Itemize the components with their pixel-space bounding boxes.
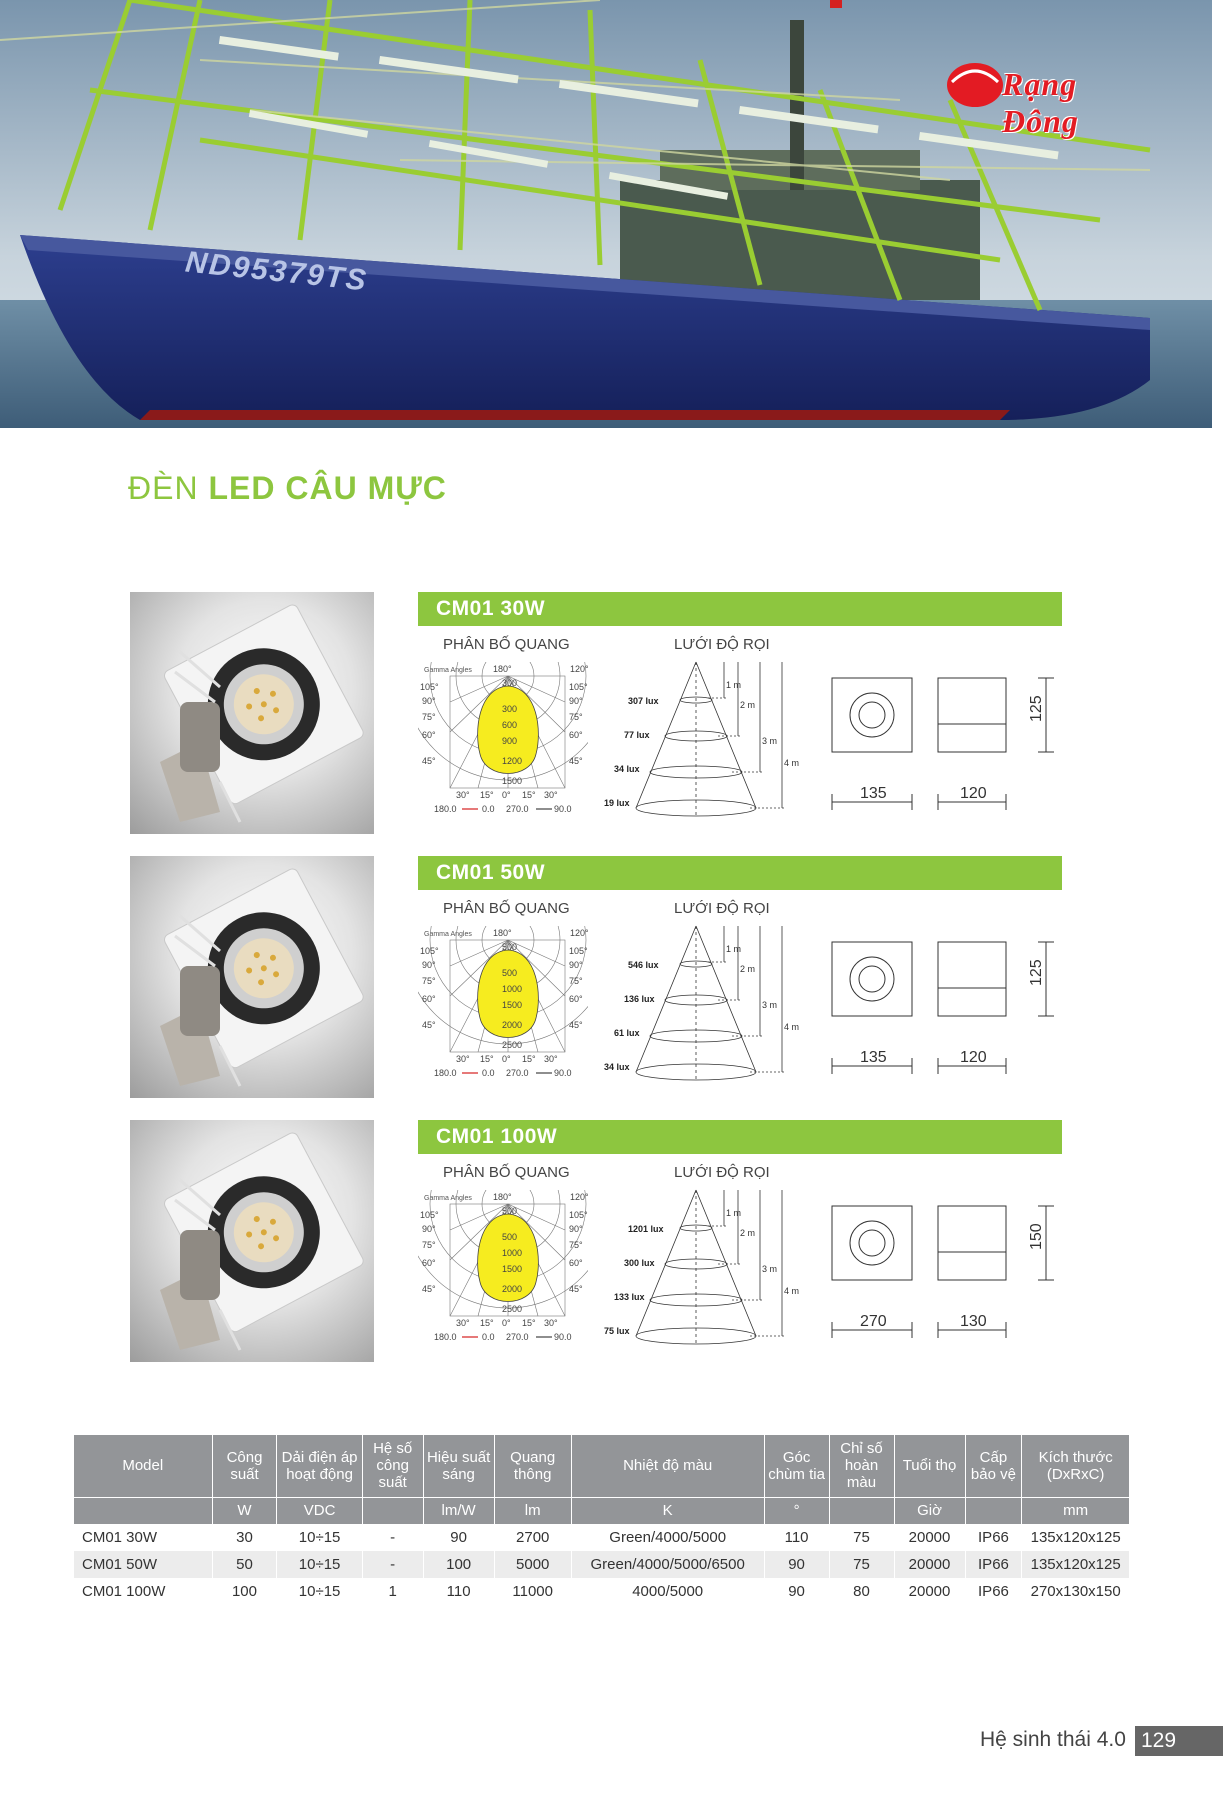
dim-h: 125 [1028,695,1045,722]
cell: 100 [212,1578,277,1605]
legend-d: 90.0 [554,804,572,814]
polar-val-2: 1000 [502,1248,523,1258]
polar-val-5: 1500 [502,776,523,786]
cell: 270x130x150 [1022,1578,1130,1605]
dimension-wrap [830,1202,1062,1342]
lux-4: 19 lux [604,798,630,808]
legend-a: 180.0 [434,1332,457,1342]
legend-c: 270.0 [506,1332,529,1342]
lux-4: 34 lux [604,1062,630,1072]
polar-bottom-2: 0° [502,1318,511,1328]
cell: - [362,1551,423,1578]
illuminance-cone [600,922,800,1086]
polar-bottom-1: 15° [480,790,494,800]
gamma-label: Gamma Angles [424,667,472,674]
unit-cell: lm [494,1497,571,1524]
dimension-wrap [830,938,1062,1078]
cell: 5000 [494,1551,571,1578]
dist-3: 3 m [762,736,778,746]
cell: 75 [829,1551,894,1578]
polar-right-4: 45° [569,1284,583,1294]
dim-h: 125 [1028,959,1045,986]
legend-d: 90.0 [554,1068,572,1078]
cell: 110 [764,1524,829,1551]
dim-a: 270 [860,1313,887,1330]
lux-2: 77 lux [624,730,650,740]
cell: IP66 [965,1578,1022,1605]
cell: 135x120x125 [1022,1524,1130,1551]
polar-left-4: 45° [422,756,436,766]
th-pf: Hệ số công suất [362,1435,423,1497]
illuminance-cone [600,658,800,822]
cell: 20000 [894,1578,965,1605]
table-row [74,1578,1130,1605]
polar-chart-wrap [418,926,588,1081]
cell: 90 [423,1524,494,1551]
dist-4: 4 m [784,758,800,768]
cell: 80 [829,1578,894,1605]
legend-b: 0.0 [482,1332,495,1342]
lamp-photo-drawing [130,1120,374,1362]
lux-2: 136 lux [624,994,655,1004]
brand-name: Rạng Đông [1002,66,1079,139]
hero-photo [0,0,1212,428]
cell: 10÷15 [277,1551,362,1578]
cell: 135x120x125 [1022,1551,1130,1578]
polar-val-4: 2000 [502,1020,523,1030]
polar-right-4: 45° [569,756,583,766]
cell: 90 [764,1551,829,1578]
lux-1: 307 lux [628,696,659,706]
lux-1: 546 lux [628,960,659,970]
product-name: CM01 30W [436,597,546,620]
polar-bottom-0: 30° [456,1054,470,1064]
cell: Green/4000/5000 [571,1524,764,1551]
polar-right-2: 75° [569,712,583,722]
th-beam: Góc chùm tia [764,1435,829,1497]
polar-right-3: 60° [569,730,583,740]
polar-chart-wrap [418,662,588,817]
lux-3: 61 lux [614,1028,640,1038]
polar-val-1: 500 [502,968,518,978]
illuminance-label: LƯỚI ĐỘ RỌI [674,1164,770,1181]
polar-tr: 120° [570,664,588,674]
polar-bottom-2: 0° [502,790,511,800]
dist-1: 1 m [726,1208,742,1218]
polar-bottom-0: 30° [456,1318,470,1328]
cell: 100 [423,1551,494,1578]
polar-right-0: 105° [569,1210,588,1220]
dim-a: 135 [860,785,887,802]
product-name: CM01 50W [436,861,546,884]
polar-bottom-4: 30° [544,1054,558,1064]
product-header-bar [418,592,1062,626]
dimension-drawing [830,938,1062,1078]
product-card [130,1120,1062,1366]
lux-4: 75 lux [604,1326,630,1336]
cell: 10÷15 [277,1524,362,1551]
th-ip: Cấp bảo vệ [965,1435,1022,1497]
cell: 50 [212,1551,277,1578]
th-voltage: Dải điện áp hoạt động [277,1435,362,1497]
dist-4: 4 m [784,1022,800,1032]
dim-b: 130 [960,1313,987,1330]
th-size: Kích thước (DxRxC) [1022,1435,1130,1497]
polar-val-3: 1500 [502,1000,523,1010]
cell: 11000 [494,1578,571,1605]
cell: 4000/5000 [571,1578,764,1605]
lux-3: 34 lux [614,764,640,774]
unit-cell: W [212,1497,277,1524]
cone-chart-wrap [600,1186,800,1350]
dim-h: 150 [1028,1223,1045,1250]
polar-left-3: 60° [422,1258,436,1268]
product-name: CM01 100W [436,1125,558,1148]
distribution-label: PHÂN BỐ QUANG [443,1164,570,1181]
polar-bottom-1: 15° [480,1054,494,1064]
polar-left-1: 90° [422,1224,436,1234]
cell: 10÷15 [277,1578,362,1605]
product-header-bar [418,1120,1062,1154]
cell: 90 [764,1578,829,1605]
page-number: 129 [1135,1726,1223,1756]
cell: IP66 [965,1551,1022,1578]
polar-right-2: 75° [569,1240,583,1250]
illuminance-label: LƯỚI ĐỘ RỌI [674,636,770,653]
polar-left-3: 60° [422,730,436,740]
dim-b: 120 [960,785,987,802]
dist-2: 2 m [740,700,756,710]
illuminance-label: LƯỚI ĐỘ RỌI [674,900,770,917]
polar-chart-wrap [418,1190,588,1345]
polar-val-5: 2500 [502,1304,523,1314]
legend-b: 0.0 [482,804,495,814]
polar-val-3: 900 [502,736,518,746]
polar-val-0: 500 [502,942,518,952]
product-photo [130,856,374,1098]
cell: CM01 100W [74,1578,212,1605]
dimension-wrap [830,674,1062,814]
distribution-label: PHÂN BỐ QUANG [443,900,570,917]
polar-bottom-4: 30° [544,1318,558,1328]
polar-right-2: 75° [569,976,583,986]
polar-left-1: 90° [422,960,436,970]
unit-cell [362,1497,423,1524]
unit-cell: K [571,1497,764,1524]
dist-1: 1 m [726,944,742,954]
cell: IP66 [965,1524,1022,1551]
unit-cell: mm [1022,1497,1130,1524]
polar-left-2: 75° [422,976,436,986]
dist-4: 4 m [784,1286,800,1296]
polar-left-4: 45° [422,1020,436,1030]
polar-distribution-chart [418,662,588,817]
dist-2: 2 m [740,964,756,974]
polar-bottom-0: 30° [456,790,470,800]
polar-left-0: 105° [420,946,439,956]
product-header-bar [418,856,1062,890]
product-card [130,592,1062,838]
unit-cell [965,1497,1022,1524]
cell: CM01 30W [74,1524,212,1551]
hull-registration: ND95379TS [183,245,370,298]
legend-c: 270.0 [506,1068,529,1078]
legend-b: 0.0 [482,1068,495,1078]
polar-val-0: 300 [502,678,518,688]
polar-val-1: 500 [502,1232,518,1242]
title-bold: LED CÂU MỰC [208,470,447,506]
cell: 1 [362,1578,423,1605]
polar-bottom-1: 15° [480,1318,494,1328]
polar-top: 180° [493,1192,512,1202]
polar-tr: 120° [570,928,588,938]
polar-distribution-chart [418,1190,588,1345]
unit-cell [74,1497,212,1524]
product-photo [130,1120,374,1362]
polar-bottom-4: 30° [544,790,558,800]
polar-right-3: 60° [569,1258,583,1268]
page-title [128,470,447,507]
dim-a: 135 [860,1049,887,1066]
th-cct: Nhiệt độ màu [571,1435,764,1497]
dim-b: 120 [960,1049,987,1066]
polar-top: 180° [493,664,512,674]
polar-val-5: 2500 [502,1040,523,1050]
product-card [130,856,1062,1102]
polar-val-2: 1000 [502,984,523,994]
unit-cell: lm/W [423,1497,494,1524]
unit-row [74,1497,1130,1524]
cone-chart-wrap [600,922,800,1086]
polar-left-4: 45° [422,1284,436,1294]
th-efficacy: Hiệu suất sáng [423,1435,494,1497]
distribution-label: PHÂN BỐ QUANG [443,636,570,653]
polar-left-0: 105° [420,1210,439,1220]
legend-a: 180.0 [434,804,457,814]
polar-right-1: 90° [569,960,583,970]
legend-d: 90.0 [554,1332,572,1342]
polar-right-0: 105° [569,682,588,692]
product-photo [130,592,374,834]
polar-right-1: 90° [569,1224,583,1234]
polar-right-3: 60° [569,994,583,1004]
illuminance-cone [600,1186,800,1350]
lux-3: 133 lux [614,1292,645,1302]
polar-bottom-3: 15° [522,790,536,800]
th-life: Tuổi thọ [894,1435,965,1497]
polar-val-3: 1500 [502,1264,523,1274]
cone-chart-wrap [600,658,800,822]
dist-3: 3 m [762,1000,778,1010]
header-row [74,1435,1130,1497]
footer-text: Hệ sinh thái 4.0 [980,1728,1126,1751]
title-prefix: ĐÈN [128,470,209,506]
gamma-label: Gamma Angles [424,931,472,938]
polar-tr: 120° [570,1192,588,1202]
polar-val-4: 1200 [502,756,523,766]
dist-1: 1 m [726,680,742,690]
unit-cell: ° [764,1497,829,1524]
legend-c: 270.0 [506,804,529,814]
cell: 2700 [494,1524,571,1551]
gamma-label: Gamma Angles [424,1195,472,1202]
polar-val-2: 600 [502,720,518,730]
dist-2: 2 m [740,1228,756,1238]
polar-val-0: 500 [502,1206,518,1216]
polar-distribution-chart [418,926,588,1081]
polar-val-1: 300 [502,704,518,714]
polar-left-3: 60° [422,994,436,1004]
cell: Green/4000/5000/6500 [571,1551,764,1578]
cell: CM01 50W [74,1551,212,1578]
unit-cell [829,1497,894,1524]
polar-right-0: 105° [569,946,588,956]
cell: 110 [423,1578,494,1605]
dimension-drawing [830,1202,1062,1342]
cell: 75 [829,1524,894,1551]
legend-a: 180.0 [434,1068,457,1078]
unit-cell: Giờ [894,1497,965,1524]
cell: - [362,1524,423,1551]
table-row [74,1551,1130,1578]
polar-right-1: 90° [569,696,583,706]
page-footer [980,1726,1223,1756]
table-row [74,1524,1130,1551]
lux-1: 1201 lux [628,1224,664,1234]
polar-left-0: 105° [420,682,439,692]
polar-left-2: 75° [422,712,436,722]
dimension-drawing [830,674,1062,814]
polar-left-2: 75° [422,1240,436,1250]
th-model: Model [74,1435,212,1497]
cell: 20000 [894,1524,965,1551]
unit-cell: VDC [277,1497,362,1524]
lamp-photo-drawing [130,592,374,834]
polar-bottom-2: 0° [502,1054,511,1064]
brand-logo [942,60,1162,139]
spec-table [74,1435,1130,1605]
polar-left-1: 90° [422,696,436,706]
polar-val-4: 2000 [502,1284,523,1294]
lux-2: 300 lux [624,1258,655,1268]
cell: 30 [212,1524,277,1551]
th-cri: Chỉ số hoàn màu [829,1435,894,1497]
lamp-photo-drawing [130,856,374,1098]
th-flux: Quang thông [494,1435,571,1497]
polar-right-4: 45° [569,1020,583,1030]
th-power: Công suất [212,1435,277,1497]
polar-bottom-3: 15° [522,1318,536,1328]
cell: 20000 [894,1551,965,1578]
dist-3: 3 m [762,1264,778,1274]
polar-bottom-3: 15° [522,1054,536,1064]
polar-top: 180° [493,928,512,938]
